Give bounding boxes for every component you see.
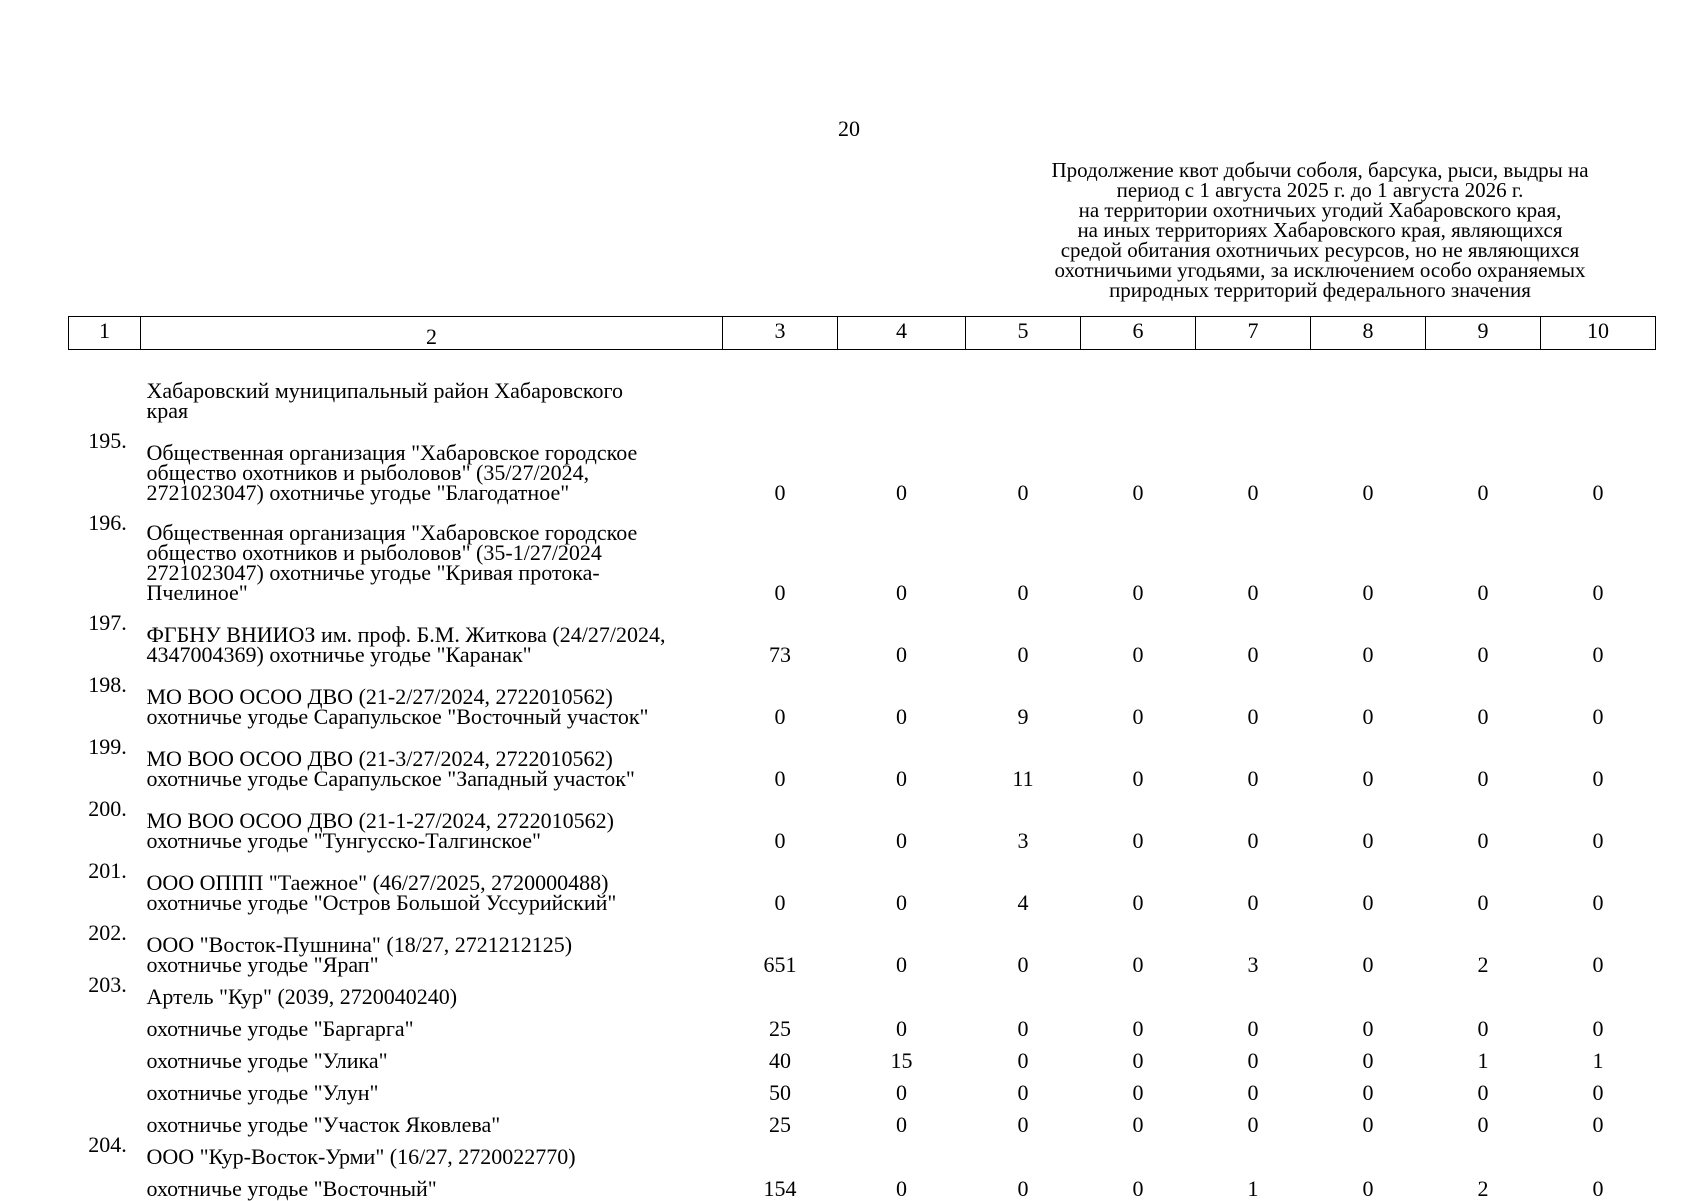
cell-col-7: 0 (1247, 1048, 1259, 1073)
cell-col-10: 0 (1592, 580, 1604, 605)
row-name (141, 421, 723, 503)
row-name-line: охотничье угодье "Восточный" (146, 1176, 437, 1201)
column-header: 10 (1541, 317, 1656, 350)
cell-col-8: 0 (1362, 1176, 1374, 1201)
cell-col-10: 0 (1592, 642, 1604, 667)
cell-col-7: 3 (1247, 952, 1259, 977)
cell-col-7: 0 (1247, 1112, 1259, 1137)
row-name (141, 1103, 723, 1135)
column-header: 7 (1196, 317, 1311, 350)
cell-col-10 (1541, 1135, 1656, 1167)
cell-col-8: 0 (1362, 1080, 1374, 1105)
row-name-line: охотничье угодье "Тунгусско-Талгинское" (146, 828, 541, 853)
row-name-line: Пчелиное" (146, 580, 248, 605)
cell-col-3: 0 (774, 890, 786, 915)
row-name-line: общество охотников и рыболовов" (35-1/27/2024 (146, 540, 602, 565)
cell-col-5: 0 (1017, 580, 1029, 605)
cell-col-8: 0 (1362, 890, 1374, 915)
cell-col-8: 0 (1362, 642, 1374, 667)
cell-col-10: 1 (1592, 1048, 1604, 1073)
table-row (69, 1007, 1656, 1039)
row-name-line: Артель "Кур" (2039, 2720040240) (146, 984, 458, 1009)
cell-col-5: 0 (1017, 1016, 1029, 1041)
table-row (69, 603, 1656, 665)
cell-col-10: 0 (1592, 704, 1604, 729)
cell-col-8: 0 (1362, 480, 1374, 505)
row-number: 197. (88, 610, 127, 635)
column-header: 9 (1426, 317, 1541, 350)
row-name-line: 2721023047) охотничье угодье "Кривая протока- (146, 560, 600, 585)
cell-col-10: 0 (1592, 480, 1604, 505)
row-name (141, 727, 723, 789)
cell-col-5: 0 (1017, 480, 1029, 505)
row-number (69, 1007, 141, 1039)
cell-col-8: 0 (1362, 1112, 1374, 1137)
cell-col-7: 0 (1247, 704, 1259, 729)
cell-col-9: 0 (1477, 890, 1489, 915)
row-name-line: охотничье угодье "Участок Яковлева" (146, 1112, 501, 1137)
cell-col-3: 0 (774, 766, 786, 791)
column-number-row (69, 317, 1656, 350)
row-name-line: охотничье угодье "Баргарга" (146, 1016, 414, 1041)
cell-col-5: 4 (1017, 890, 1029, 915)
row-name-line: ООО ОППП "Таежное" (46/27/2025, 2720000488) (146, 870, 609, 895)
cell-col-8: 0 (1362, 766, 1374, 791)
cell-col-4: 15 (890, 1048, 913, 1073)
column-header: 4 (838, 317, 966, 350)
cell-col-9: 0 (1477, 480, 1489, 505)
cell-col-9: 0 (1477, 766, 1489, 791)
row-name (141, 503, 723, 603)
cell-col-10: 0 (1592, 952, 1604, 977)
heading-line: природных территорий федерального значения (1109, 278, 1531, 302)
row-name-line: 2721023047) охотничье угодье "Благодатное" (146, 480, 570, 505)
cell-col-3: 73 (769, 642, 791, 667)
row-name-line: общество охотников и рыболовов" (35/27/2024, (146, 460, 590, 485)
cell-col-9: 0 (1477, 1112, 1489, 1137)
row-name (141, 789, 723, 851)
column-header: 2 (141, 317, 723, 350)
cell-col-3: 25 (769, 1112, 791, 1137)
table-heading (1010, 160, 1630, 300)
cell-col-9 (1426, 975, 1541, 1007)
cell-col-4 (838, 975, 966, 1007)
row-number: 199. (88, 734, 127, 759)
cell-col-4: 0 (896, 828, 907, 853)
heading-line: средой обитания охотничьих ресурсов, но не являющихся (1060, 238, 1580, 262)
row-number: 200. (88, 796, 127, 821)
row-number: 204. (88, 1132, 127, 1157)
row-name-line: охотничье угодье "Остров Большой Уссурийский" (146, 890, 617, 915)
row-number: 195. (88, 428, 127, 453)
row-name-line: Общественная организация "Хабаровское городское (146, 440, 638, 465)
row-name (141, 1135, 723, 1167)
cell-col-6: 0 (1132, 1112, 1144, 1137)
cell-col-10 (1541, 975, 1656, 1007)
row-number: 198. (88, 672, 127, 697)
row-name (141, 1007, 723, 1039)
cell-col-5: 0 (1017, 952, 1029, 977)
cell-col-4: 0 (896, 1080, 907, 1105)
row-name-line: МО ВОО ОСОО ДВО (21-2/27/2024, 2722010562) (146, 684, 613, 709)
cell-col-6: 0 (1132, 890, 1144, 915)
cell-col-10: 0 (1592, 828, 1604, 853)
cell-col-9: 2 (1477, 1176, 1489, 1201)
table-row (69, 665, 1656, 727)
row-number: 201. (88, 858, 127, 883)
cell-col-7: 0 (1247, 580, 1259, 605)
cell-col-5: 0 (1017, 642, 1029, 667)
cell-col-7: 0 (1247, 766, 1259, 791)
cell-col-3: 154 (763, 1176, 797, 1201)
heading-line: на иных территориях Хабаровского края, являющихся (1077, 218, 1563, 242)
cell-col-7: 0 (1247, 1016, 1259, 1041)
row-name (141, 1039, 723, 1071)
row-number (69, 1071, 141, 1103)
section-title-line: Хабаровский муниципальный район Хабаровского (146, 378, 623, 403)
cell-col-8 (1311, 975, 1426, 1007)
cell-col-3: 0 (774, 704, 786, 729)
cell-col-8: 0 (1362, 952, 1374, 977)
table-row (69, 975, 1656, 1007)
cell-col-5: 3 (1017, 828, 1029, 853)
cell-col-7: 1 (1247, 1176, 1259, 1201)
cell-col-6: 0 (1132, 1016, 1144, 1041)
cell-col-4: 0 (896, 704, 907, 729)
cell-col-9: 0 (1477, 1016, 1489, 1041)
cell-col-5 (966, 975, 1081, 1007)
row-number (69, 1103, 141, 1135)
row-name (141, 1167, 723, 1199)
row-name-line: МО ВОО ОСОО ДВО (21-1-27/2024, 2722010562) (146, 808, 614, 833)
row-name (141, 603, 723, 665)
cell-col-6 (1081, 975, 1196, 1007)
row-name-line: ФГБНУ ВНИИОЗ им. проф. Б.М. Житкова (24/27/2024, (146, 622, 666, 647)
row-name-line: охотничье угодье "Ярап" (146, 952, 379, 977)
cell-col-9: 0 (1477, 580, 1489, 605)
cell-col-4: 0 (896, 1016, 907, 1041)
cell-col-4: 0 (896, 890, 907, 915)
cell-col-6: 0 (1132, 828, 1144, 853)
cell-col-10: 0 (1592, 890, 1604, 915)
row-name (141, 975, 723, 1007)
row-name-line: МО ВОО ОСОО ДВО (21-3/27/2024, 2722010562) (146, 746, 613, 771)
section-row (69, 350, 1656, 422)
cell-col-3 (723, 975, 838, 1007)
table-row (69, 1135, 1656, 1167)
cell-col-4: 0 (896, 952, 907, 977)
cell-col-4 (838, 1135, 966, 1167)
row-number: 196. (88, 510, 127, 535)
table-row (69, 421, 1656, 503)
cell-col-7: 0 (1247, 828, 1259, 853)
cell-col-3: 0 (774, 480, 786, 505)
section-title-line: края (146, 398, 189, 423)
cell-col-5: 11 (1012, 766, 1034, 791)
quota-table (68, 316, 1656, 1199)
cell-col-3: 25 (769, 1016, 791, 1041)
cell-col-4: 0 (896, 480, 907, 505)
row-name-line: Общественная организация "Хабаровское городское (146, 520, 638, 545)
cell-col-6: 0 (1132, 480, 1144, 505)
cell-col-6 (1081, 1135, 1196, 1167)
table-row (69, 1071, 1656, 1103)
cell-col-4: 0 (896, 1112, 907, 1137)
page-number: 20 (838, 116, 860, 141)
table-row (69, 1167, 1656, 1199)
row-name (141, 913, 723, 975)
cell-col-5: 0 (1017, 1112, 1029, 1137)
row-name-line: охотничье угодье "Улика" (146, 1048, 388, 1073)
cell-col-6: 0 (1132, 1080, 1144, 1105)
table-row (69, 913, 1656, 975)
row-name (141, 665, 723, 727)
cell-col-8: 0 (1362, 704, 1374, 729)
row-name-line: охотничье угодье Сарапульское "Западный участок" (146, 766, 635, 791)
cell-col-9: 0 (1477, 704, 1489, 729)
cell-col-3 (723, 1135, 838, 1167)
heading-line: период с 1 августа 2025 г. до 1 августа 2026 г. (1116, 178, 1524, 202)
table-row (69, 789, 1656, 851)
cell-col-4: 0 (896, 1176, 907, 1201)
cell-col-6: 0 (1132, 766, 1144, 791)
row-name (141, 1071, 723, 1103)
cell-col-7 (1196, 975, 1311, 1007)
cell-col-9: 0 (1477, 642, 1489, 667)
row-number: 203. (88, 972, 127, 997)
table-row (69, 727, 1656, 789)
row-number (69, 1167, 141, 1199)
table-row (69, 1103, 1656, 1135)
cell-col-3: 50 (769, 1080, 791, 1105)
cell-col-8 (1311, 1135, 1426, 1167)
cell-col-10: 0 (1592, 766, 1604, 791)
row-name-line: охотничье угодье Сарапульское "Восточный участок" (146, 704, 649, 729)
cell-col-7: 0 (1247, 480, 1259, 505)
cell-col-7: 0 (1247, 642, 1259, 667)
row-name-line: 4347004369) охотничье угодье "Каранак" (146, 642, 532, 667)
cell-col-10: 0 (1592, 1080, 1604, 1105)
cell-col-3: 651 (763, 952, 797, 977)
cell-col-6: 0 (1132, 642, 1144, 667)
cell-col-10: 0 (1592, 1112, 1604, 1137)
table-row (69, 503, 1656, 603)
heading-line: Продолжение квот добычи соболя, барсука, рыси, выдры на (1051, 158, 1589, 182)
row-name-line: ООО "Кур-Восток-Урми" (16/27, 2720022770) (146, 1144, 576, 1169)
row-number (69, 1039, 141, 1071)
cell-col-7: 0 (1247, 890, 1259, 915)
row-name (141, 851, 723, 913)
cell-col-6: 0 (1132, 952, 1144, 977)
cell-col-3: 40 (769, 1048, 791, 1073)
cell-col-8: 0 (1362, 1048, 1374, 1073)
cell-col-4: 0 (896, 766, 907, 791)
table-row (69, 1039, 1656, 1071)
column-header: 8 (1311, 317, 1426, 350)
cell-col-10: 0 (1592, 1016, 1604, 1041)
column-header: 3 (723, 317, 838, 350)
column-header: 5 (966, 317, 1081, 350)
heading-line: на территории охотничьих угодий Хабаровского края, (1078, 198, 1562, 222)
cell-col-4: 0 (896, 580, 907, 605)
cell-col-5: 0 (1017, 1048, 1029, 1073)
cell-col-6: 0 (1132, 1176, 1144, 1201)
cell-col-8: 0 (1362, 828, 1374, 853)
cell-col-10: 0 (1592, 1176, 1604, 1201)
heading-line: охотничьими угодьями, за исключением особо охраняемых (1054, 258, 1586, 282)
cell-col-7: 0 (1247, 1080, 1259, 1105)
column-header: 1 (69, 317, 141, 350)
cell-col-8: 0 (1362, 1016, 1374, 1041)
row-name-line: ООО "Восток-Пушнина" (18/27, 2721212125) (146, 932, 573, 957)
cell-col-9: 0 (1477, 1080, 1489, 1105)
cell-col-9: 1 (1477, 1048, 1489, 1073)
cell-col-9: 0 (1477, 828, 1489, 853)
cell-col-3: 0 (774, 580, 786, 605)
cell-col-5: 0 (1017, 1176, 1029, 1201)
column-header: 6 (1081, 317, 1196, 350)
cell-col-5: 0 (1017, 1080, 1029, 1105)
cell-col-3: 0 (774, 828, 786, 853)
cell-col-6: 0 (1132, 580, 1144, 605)
row-name-line: охотничье угодье "Улун" (146, 1080, 379, 1105)
cell-col-8: 0 (1362, 580, 1374, 605)
cell-col-7 (1196, 1135, 1311, 1167)
section-title (141, 350, 723, 422)
table-row (69, 851, 1656, 913)
cell-col-6: 0 (1132, 704, 1144, 729)
cell-col-5: 9 (1017, 704, 1029, 729)
cell-col-9: 2 (1477, 952, 1489, 977)
cell-col-9 (1426, 1135, 1541, 1167)
cell-col-6: 0 (1132, 1048, 1144, 1073)
row-number: 202. (88, 920, 127, 945)
cell-col-4: 0 (896, 642, 907, 667)
cell-col-5 (966, 1135, 1081, 1167)
